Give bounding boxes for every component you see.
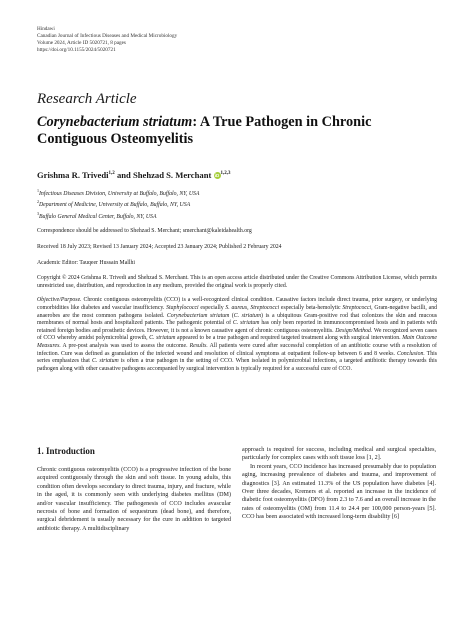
abstract-text: is often a true pathogen in the setting of CCO. When isolated in polymicrobial infections, a targeted antibiotic therapy towards this pathogen along with other causative pathogens accompanied by surgical intervention is typically required for a successful cure of CCO. (37, 358, 437, 372)
abstract-text: This series emphasizes that (37, 350, 438, 365)
abstract-measures-label: Main Outcome Measures. (37, 335, 437, 349)
abstract-text: has only been reported in immunocompromised hosts and in patients with retained foreign bodies and prosthetic devices. However, it is not a known causative agent of chronic contiguous osteomyelitis. (37, 320, 437, 334)
orcid-icon[interactable]: iD (214, 173, 220, 179)
intro-paragraph-2: In recent years, CCO incidence has increased presumably due to population aging, increasing prevalence of diabetes and trauma, and improvement of diagnostics [3]. An estimated 11.3% of the US population have diabetes [4]. Over three decades, Kremers et al. reported an increase in the incidence of diabetic foot osteomyelitis (DFO) from 2.3 to 7.6 and an overall increase in the rates of osteomyelitis (OM) from 11.4 to 24.4 per 100,000 person-years [5]. CCO has been associated with increased long-term disability [6] (242, 463, 436, 521)
abstract-text: especially (198, 304, 226, 311)
abstract-taxon: Staphylococci (166, 304, 199, 311)
abstract-results-label: Results. (189, 342, 208, 349)
journal-name: Canadian Journal of Infectious Diseases and Medical Microbiology (37, 33, 178, 39)
affiliation-text: Infectious Diseases Division, University at Buffalo, Buffalo, NY, USA (39, 190, 200, 197)
affiliation-text: Department of Medicine, University at Buffalo, Buffalo, NY, USA (39, 202, 191, 209)
abstract-taxon: C. striatum (233, 312, 262, 319)
title-rest: : A True Pathogen in Chronic Contiguous Osteomyelitis (37, 114, 372, 147)
publisher-name: Hindawi (37, 26, 55, 32)
abstract-objective-label: Objective/Purpose. (37, 297, 82, 304)
author-conjunction: and (114, 169, 133, 180)
abstract-text: We recognized seven cases of CCO whereby amidst polymicrobial growth, (37, 327, 437, 342)
abstract-taxon: C. striatum (149, 335, 176, 342)
abstract-taxon: C. striatum (91, 358, 119, 365)
abstract-text: ( (229, 312, 234, 319)
affiliation-num: 2 (37, 199, 39, 205)
article-type: Research Article (37, 91, 137, 107)
abstract-taxon: Streptococci (250, 304, 280, 311)
author-list (37, 168, 437, 181)
abstract-conclusion-label: Conclusion. (396, 350, 425, 357)
affiliation-num: 3 (37, 210, 39, 216)
academic-editor: Academic Editor: Tauqeer Hussain Mallhi (37, 259, 136, 266)
publication-dates: Received 18 July 2023; Revised 13 January 2024; Accepted 23 January 2024; Published 2 February 2024 (37, 244, 282, 250)
affiliation-2 (37, 198, 437, 210)
title-italic: Corynebacterium striatum (37, 114, 193, 130)
abstract-taxon: Streptococci (342, 304, 372, 311)
copyright-notice: Copyright © 2024 Grishma R. Trivedi and Shehzad S. Merchant. This is an open access article distributed under the Creative Commons Attribution License, which permits unrestricted use, distribution, and reproduction in any medium, provided the original work is properly cited. (37, 275, 437, 289)
section-heading-introduction: 1. Introduction (37, 446, 95, 456)
abstract-taxon: C. striatum (232, 320, 260, 327)
affiliation-1 (37, 187, 437, 199)
author-1[interactable]: Grishma R. Trivedi (37, 169, 109, 180)
abstract-text: A pre-post analysis was used to assess the outcome. (60, 342, 190, 349)
abstract-text: , Gram-negative bacilli, and anaerobes are the most common pathogens isolated. (37, 304, 437, 319)
correspondence: Correspondence should be addressed to Shehzad S. Merchant; smerchant@kaleidahealth.org (37, 228, 252, 235)
abstract-taxon: Corynebacterium striatum (166, 312, 230, 319)
abstract-text: especially beta-hemolytic (279, 304, 343, 311)
article-title (37, 114, 437, 148)
author-2-affil: 1,2,3 (220, 171, 231, 176)
intro-paragraph-1-cont: approach is required for success, including medical and surgical specialties, particularly for complex cases with soft tissue loss [1, 2]. (242, 447, 436, 462)
body-columns (37, 446, 437, 533)
abstract-text: appeared to be a true pathogen and required targeted treatment along with surgical intervention. (175, 335, 403, 342)
author-1-affil: 1,2 (108, 171, 115, 176)
intro-paragraph-1: Chronic contiguous osteomyelitis (CCO) is a progressive infection of the bone acquired contiguously through the skin and soft tissue. In young adults, this condition often develops secondary to direct trauma, injury, and fracture, while in the aged, it is commonly seen with underlying diabetes mellitus (DM) and/or vascular insufficiency. The pathogenesis of CCO includes avascular necrosis of bone and formation of sequestrum (dead bone), and therefore, surgical debridement is usually necessary for the cure in addition to targeted antibiotic therapy. A multidisciplinary (37, 467, 231, 532)
abstract-taxon: S. aureus (225, 304, 248, 311)
abstract (37, 297, 437, 373)
affiliation-num: 1 (37, 187, 39, 193)
abstract-text: Chronic contiguous osteomyelitis (CCO) is a well-recognized clinical condition. Causative factors include direct trauma, prior surgery, or underlying comorbidities like diabetes and vascular insufficiency. (37, 297, 437, 311)
article-page (37, 26, 437, 373)
right-column (242, 446, 436, 533)
affiliation-text: Buffalo General Medical Center, Buffalo, NY, USA (39, 213, 157, 220)
left-column (37, 446, 231, 533)
author-2[interactable]: Shehzad S. Merchant (132, 169, 212, 180)
affiliations (37, 187, 437, 222)
affiliation-3 (37, 210, 437, 222)
abstract-design-label: Design/Method. (335, 327, 373, 334)
volume-info: Volume 2024, Article ID 5020721, 8 pages (37, 40, 126, 46)
journal-meta (37, 26, 437, 54)
doi-link[interactable]: https://doi.org/10.1155/2024/5020721 (37, 47, 116, 53)
abstract-text: All patients were cured after successful completion of an antibiotic course with a resolution of infection. Cure was defined as granulation of the infected wound and resolution of clinical symptoms at outpatient follow-up between 6 and 8 weeks. (37, 342, 437, 357)
abstract-text: ) is a ubiquitous Gram-positive rod that colonizes the skin and mucous membranes of normal hosts and hospitalized patients. The pathogenic potential of (37, 312, 438, 327)
abstract-text: , (247, 304, 251, 311)
